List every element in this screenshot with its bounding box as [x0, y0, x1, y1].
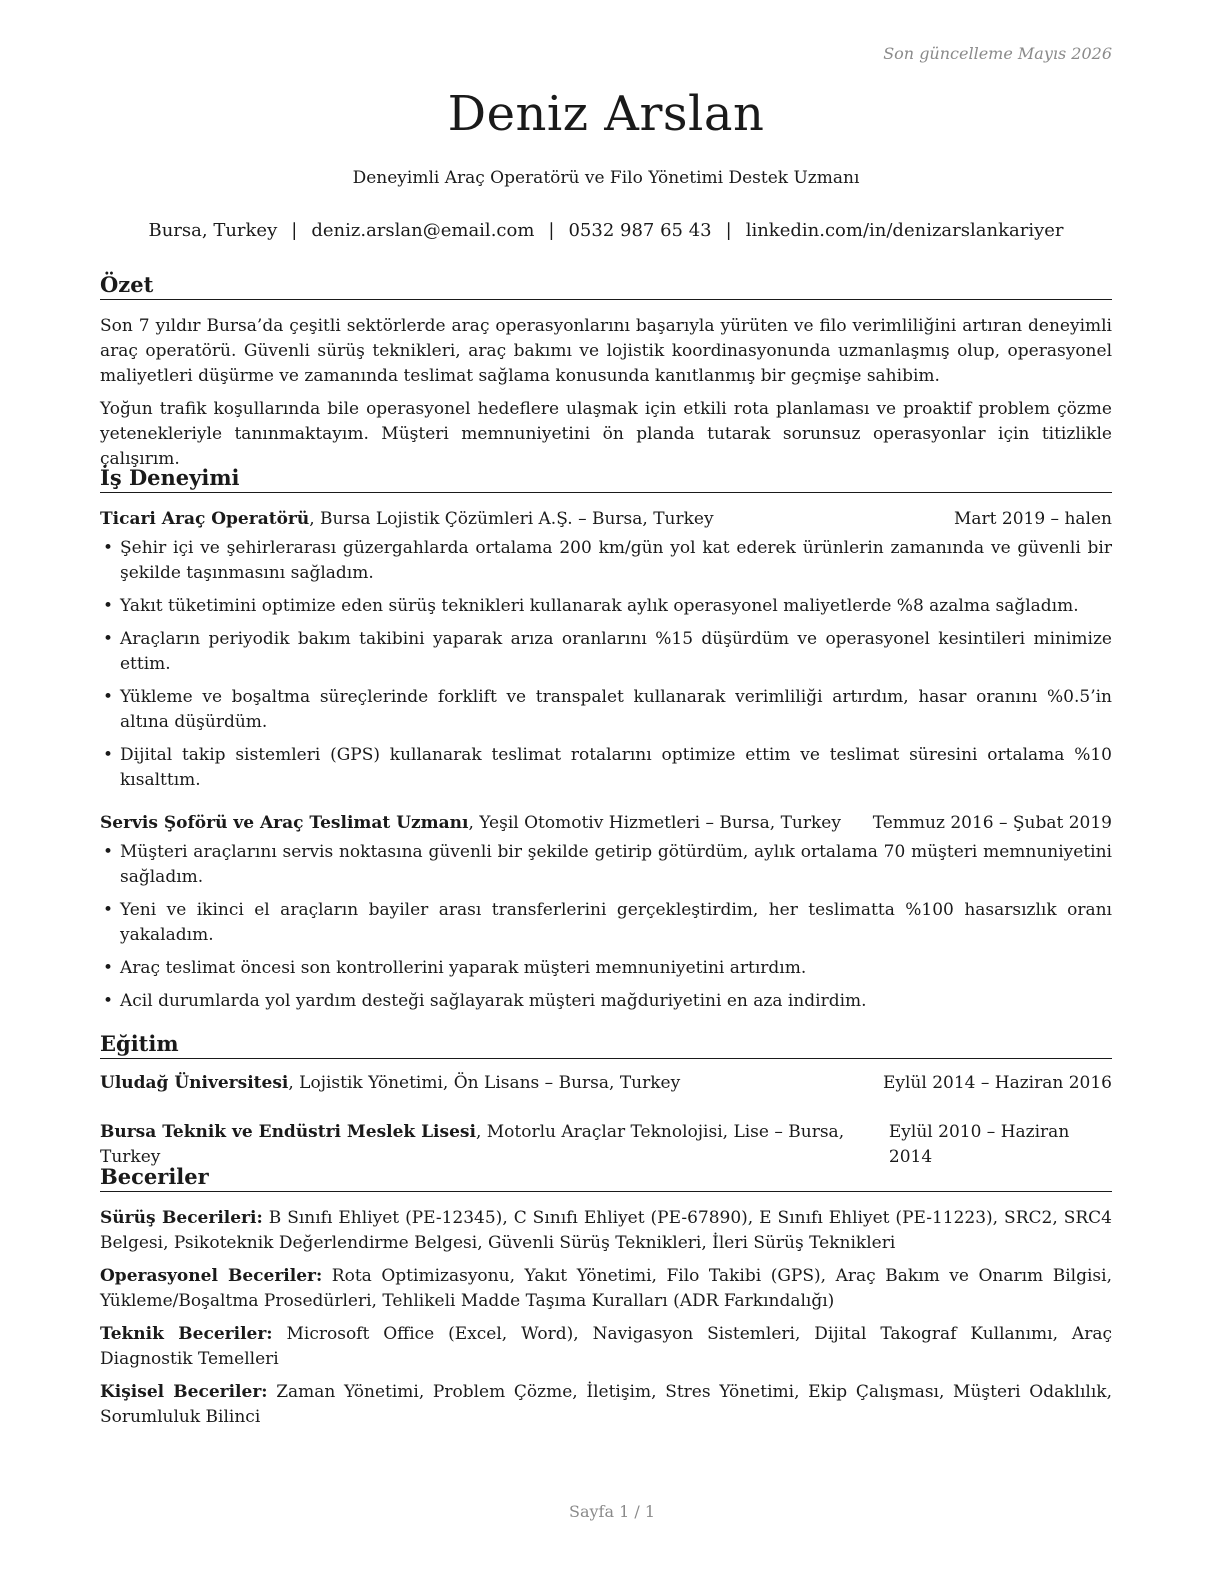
job-bullets [100, 536, 1112, 793]
job-company: , Bursa Lojistik Çözümleri A.Ş. – Bursa, Turkey [309, 509, 714, 529]
bullet-icon: • [103, 687, 114, 707]
list-item [100, 956, 1112, 981]
job-dates: Mart 2019 – halen [953, 509, 1112, 529]
contact-email[interactable]: deniz.arslan@email.com [311, 220, 535, 241]
bullet-text: Yükleme ve boşaltma süreçlerinde forklift ve transpalet kullanarak verimliliği artırdım, hasar oranını %0.5’in altına düşürdüm. [120, 687, 1112, 732]
skill-label: Sürüş Becerileri: [100, 1208, 263, 1228]
education-entry [100, 1071, 1112, 1096]
contact-line [100, 220, 1112, 241]
summary-paragraph: Son 7 yıldır Bursa’da çeşitli sektörlerde araç operasyonlarını başarıyla yürüten ve filo verimliliğini artıran deneyimli araç operatörü. Güvenli sürüş teknikleri, araç bakımı ve lojistik koordinasyonunda uzmanlaşmış olup, operasyonel maliyetleri düşürme ve zamanında teslimat sağlama konusunda kanıtlanmış bir geçmişe sahibim. [100, 316, 1112, 386]
skills-section [100, 1164, 1112, 1430]
skill-group [100, 1322, 1112, 1372]
list-item [100, 685, 1112, 735]
list-item [100, 989, 1112, 1014]
candidate-name: Deniz Arslan [447, 86, 765, 142]
contact-separator: | [725, 220, 732, 241]
job-dates: Temmuz 2016 – Şubat 2019 [872, 813, 1112, 833]
job-entry [100, 811, 1112, 1014]
summary-paragraph: Yoğun trafik koşullarında bile operasyonel hedeflere ulaşmak için etkili rota planlaması ve proaktif problem çözme yetenekleriyle tanınmaktayım. Müşteri memnuniyetini ön planda tutarak sorunsuz operasyonlar için titizlikle çalışırım. [100, 399, 1112, 469]
updated-date: Son güncelleme Mayıs 2026 [883, 44, 1112, 63]
job-header [100, 811, 1112, 836]
job-bullets [100, 840, 1112, 1014]
list-item [100, 840, 1112, 890]
list-item [100, 594, 1112, 619]
skill-group [100, 1380, 1112, 1430]
skill-group [100, 1264, 1112, 1314]
contact-separator: | [548, 220, 555, 241]
skill-label: Teknik Beceriler: [100, 1324, 273, 1344]
contact-separator: | [291, 220, 298, 241]
section-title-summary: Özet [100, 272, 1112, 300]
education-dates: Eylül 2014 – Haziran 2016 [882, 1073, 1112, 1093]
list-item [100, 743, 1112, 793]
bullet-icon: • [103, 745, 114, 765]
contact-phone[interactable]: 0532 987 65 43 [568, 220, 712, 241]
skill-label: Operasyonel Beceriler: [100, 1266, 323, 1286]
skill-text: Zaman Yönetimi, Problem Çözme, İletişim, Stres Yönetimi, Ekip Çalışması, Müşteri Odaklılık, Sorumluluk Bilinci [100, 1382, 1112, 1427]
skill-text: Microsoft Office (Excel, Word), Navigasyon Sistemleri, Dijital Takograf Kullanımı, Araç Diagnostik Temelleri [100, 1324, 1112, 1369]
contact-location: Bursa, Turkey [148, 220, 278, 241]
skill-label: Kişisel Beceriler: [100, 1382, 268, 1402]
bullet-icon: • [103, 842, 114, 862]
bullet-icon: • [103, 900, 114, 920]
bullet-text: Acil durumlarda yol yardım desteği sağlayarak müşteri mağduriyetini en aza indirdim. [120, 991, 867, 1011]
bullet-text: Dijital takip sistemleri (GPS) kullanarak teslimat rotalarını optimize ettim ve teslimat süresini ortalama %10 kısalttım. [120, 745, 1112, 790]
bullet-text: Yeni ve ikinci el araçların bayiler arası transferlerini gerçekleştirdim, her teslimatta %100 hasarsızlık oranı yakaladım. [120, 900, 1112, 945]
education-section [100, 1031, 1112, 1170]
contact-linkedin[interactable]: linkedin.com/in/denizarslankariyer [745, 220, 1064, 241]
bullet-icon: • [103, 538, 114, 558]
list-item [100, 536, 1112, 586]
skill-group [100, 1206, 1112, 1256]
list-item [100, 627, 1112, 677]
job-role: Servis Şoförü ve Araç Teslimat Uzmanı [100, 813, 469, 833]
education-school: Bursa Teknik ve Endüstri Meslek Lisesi [100, 1122, 476, 1142]
bullet-text: Müşteri araçlarını servis noktasına güvenli bir şekilde getirip götürdüm, aylık ortalama 70 müşteri memnuniyetini sağladım. [120, 842, 1112, 887]
bullet-text: Yakıt tüketimini optimize eden sürüş teknikleri kullanarak aylık operasyonel maliyetlerde %8 azalma sağladım. [120, 596, 1079, 616]
experience-section [100, 465, 1112, 1022]
education-dates: Eylül 2010 – Haziran 2014 [888, 1122, 1070, 1167]
education-details: , Lojistik Yönetimi, Ön Lisans – Bursa, Turkey [288, 1073, 681, 1093]
job-role: Ticari Araç Operatörü [100, 509, 310, 529]
bullet-text: Şehir içi ve şehirlerarası güzergahlarda ortalama 200 km/gün yol kat ederek ürünlerin zamanında ve güvenli bir şekilde taşınmasını sağladım. [120, 538, 1112, 583]
summary-section [100, 272, 1112, 472]
bullet-text: Araç teslimat öncesi son kontrollerini yaparak müşteri memnuniyetini artırdım. [120, 958, 807, 978]
section-title-education: Eğitim [100, 1031, 1112, 1059]
skill-text: Rota Optimizasyonu, Yakıt Yönetimi, Filo Takibi (GPS), Araç Bakım ve Onarım Bilgisi, Yükleme/Boşaltma Prosedürleri, Tehlikeli Madde Taşıma Kuralları (ADR Farkındalığı) [100, 1266, 1112, 1311]
candidate-headline: Deneyimli Araç Operatörü ve Filo Yönetimi Destek Uzmanı [352, 168, 860, 188]
page-number: Sayfa 1 / 1 [568, 1502, 655, 1521]
education-entry [100, 1120, 1112, 1170]
section-title-skills: Beceriler [100, 1164, 1112, 1192]
job-header [100, 507, 1112, 532]
list-item [100, 898, 1112, 948]
education-details: , Motorlu Araçlar Teknolojisi, Lise – Bursa, Turkey [100, 1122, 845, 1167]
bullet-icon: • [103, 629, 114, 649]
bullet-icon: • [103, 958, 114, 978]
bullet-icon: • [103, 991, 114, 1011]
bullet-text: Araçların periyodik bakım takibini yaparak arıza oranlarını %15 düşürdüm ve operasyonel kesintileri minimize ettim. [120, 629, 1112, 674]
education-school: Uludağ Üniversitesi [100, 1073, 289, 1093]
skill-text: B Sınıfı Ehliyet (PE-12345), C Sınıfı Ehliyet (PE-67890), E Sınıfı Ehliyet (PE-11223), SRC2, SRC4 Belgesi, Psikoteknik Değerlendirme Belgesi, Güvenli Sürüş Teknikleri, İleri Sürüş Teknikleri [100, 1208, 1112, 1253]
bullet-icon: • [103, 596, 114, 616]
section-title-experience: İş Deneyimi [100, 465, 1112, 493]
job-company: , Yeşil Otomotiv Hizmetleri – Bursa, Turkey [468, 813, 841, 833]
job-entry [100, 507, 1112, 793]
